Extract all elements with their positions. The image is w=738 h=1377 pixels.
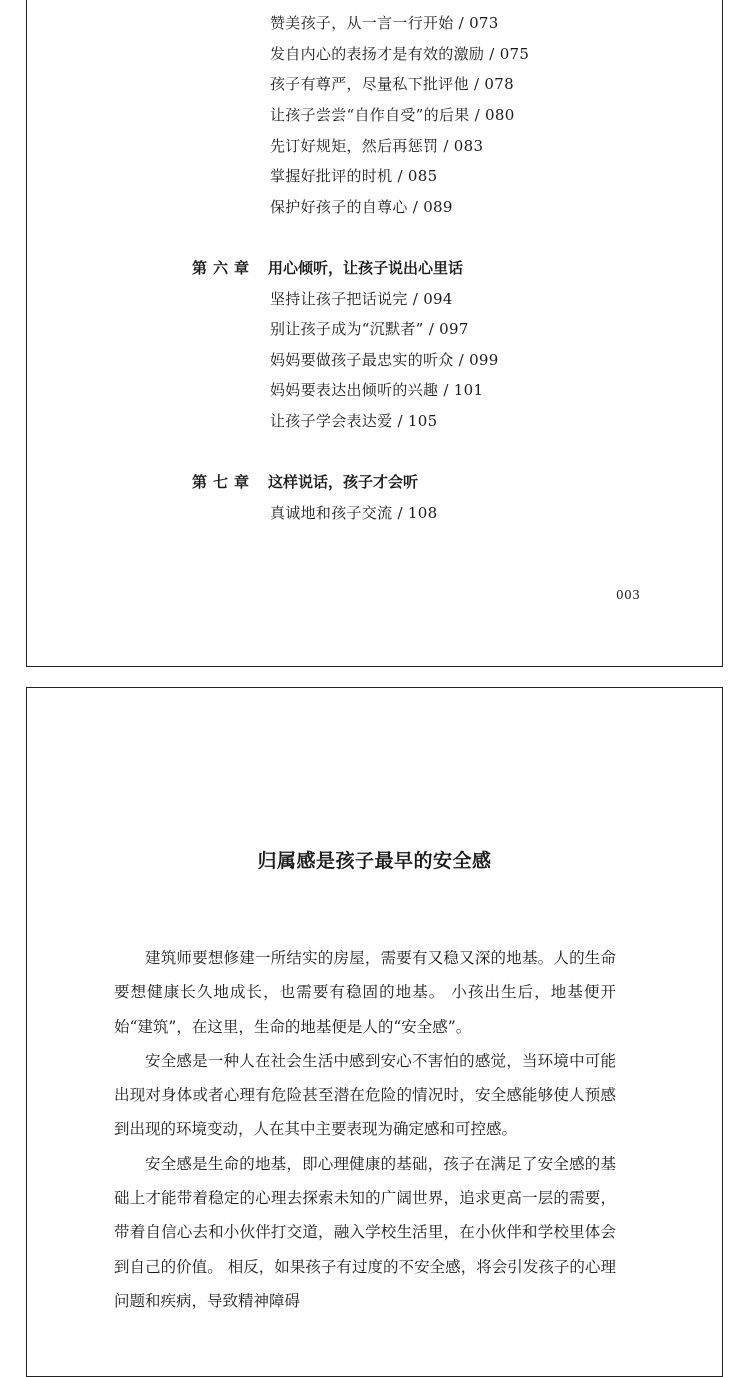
toc-entry: 发自内心的表扬才是有效的激励 / 075 (270, 45, 530, 63)
toc-entry: 让孩子学会表达爱 / 105 (270, 412, 438, 430)
article-page (26, 687, 723, 1377)
article-body (114, 941, 616, 1318)
article-title: 归属感是孩子最早的安全感 (257, 850, 492, 872)
chapter-title: 这样说话，孩子才会听 (268, 473, 419, 491)
page-number: 003 (616, 588, 641, 602)
toc-entry: 掌握好批评的时机 / 085 (270, 167, 438, 185)
toc-entry: 坚持让孩子把话说完 / 094 (270, 290, 453, 308)
toc-entry: 保护好孩子的自尊心 / 089 (270, 198, 453, 216)
toc-entry: 先订好规矩，然后再惩罚 / 083 (270, 137, 484, 155)
toc-entry: 别让孩子成为“沉默者” / 097 (270, 320, 469, 338)
toc-entry: 孩子有尊严，尽量私下批评他 / 078 (270, 75, 514, 93)
toc-entry: 让孩子尝尝“自作自受”的后果 / 080 (270, 106, 515, 124)
paragraph: 安全感是生命的地基，即心理健康的基础，孩子在满足了安全感的基础上才能带着稳定的心理去探索未知的广阔世界，追求更高一层的需要，带着自信心去和小伙伴打交道，融入学校生活里，在小伙伴和学校里体会到自己的价值。 相反，如果孩子有过度的不安全感，将会引发孩子的心理问题和疾病，导致精神障碍 (114, 1154, 616, 1310)
paragraph: 安全感是一种人在社会生活中感到安心不害怕的感觉，当环境中可能出现对身体或者心理有危险甚至潜在危险的情况时，安全感能够使人预感到出现的环境变动，人在其中主要表现为确定感和可控感。 (114, 1051, 616, 1139)
toc-entry: 真诚地和孩子交流 / 108 (270, 504, 438, 522)
chapter-title: 用心倾听，让孩子说出心里话 (268, 259, 464, 277)
chapter-label: 第六章 (192, 259, 256, 277)
toc-page (26, 0, 723, 667)
paragraph: 建筑师要想修建一所结实的房屋，需要有又稳又深的地基。人的生命要想健康长久地成长，也需要有稳固的地基。 小孩出生后，地基便开始“建筑”，在这里，生命的地基便是人的“安全感”。 (114, 949, 616, 1036)
chapter-heading (192, 258, 463, 278)
chapter-heading (192, 472, 418, 492)
toc-entry: 妈妈要做孩子最忠实的听众 / 099 (270, 351, 499, 369)
toc-entry: 妈妈要表达出倾听的兴趣 / 101 (270, 381, 484, 399)
chapter-label: 第七章 (192, 473, 256, 491)
toc-entry: 赞美孩子，从一言一行开始 / 073 (270, 14, 499, 32)
